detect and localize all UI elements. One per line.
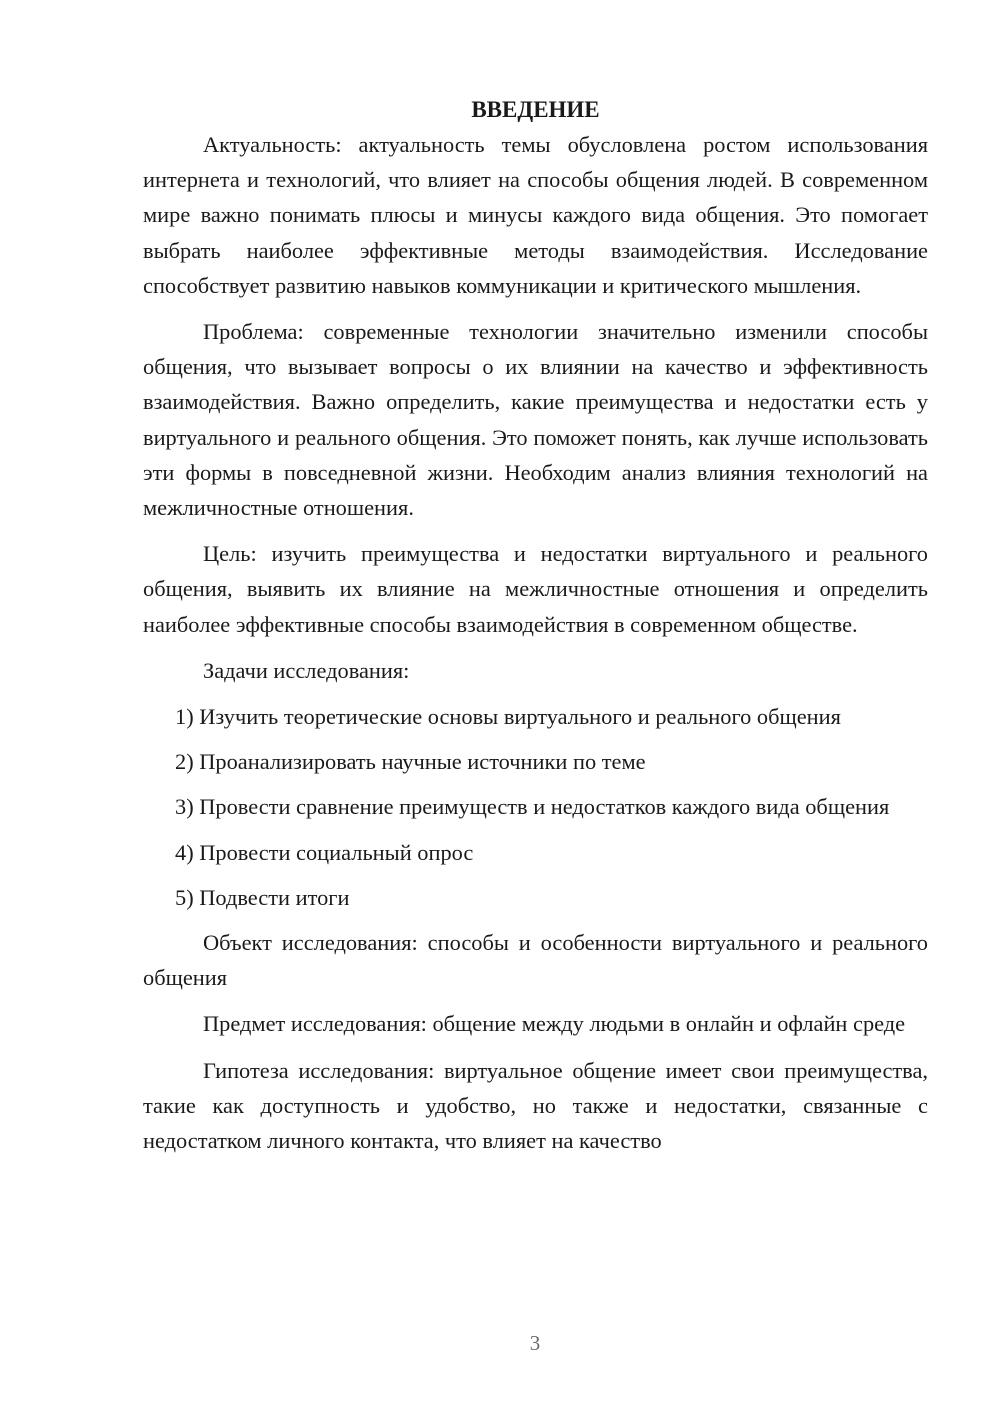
page-number: 3 <box>529 1331 541 1355</box>
paragraph-subject: Предмет исследования: общение между людьми в онлайн и офлайн среде <box>203 1011 906 1037</box>
task-item-4: 4) Провести социальный опрос <box>175 839 474 865</box>
task-item-3: 3) Провести сравнение преимуществ и недостатков каждого вида общения <box>175 794 890 820</box>
paragraph-problem: Проблема: современные технологии значительно изменили способы общения, что вызывает вопросы о их влиянии на качество и эффективность взаимодействия. Важно определить, какие преимущества и недостатки есть у виртуального и реального общения. Это поможет понять, как лучше использовать эти формы в повседневной жизни. Необходим анализ влияния технологий на межличностные отношения. <box>143 319 928 521</box>
section-title: ВВЕДЕНИЕ <box>471 97 600 122</box>
task-item-5: 5) Подвести итоги <box>175 884 350 910</box>
task-item-1: 1) Изучить теоретические основы виртуального и реального общения <box>175 704 841 730</box>
paragraph-object: Объект исследования: способы и особенности виртуального и реального общения <box>143 930 928 991</box>
paragraph-relevance: Актуальность: актуальность темы обусловлена ростом использования интернета и технологий, что влияет на способы общения людей. В современном мире важно понимать плюсы и минусы каждого вида общения. Это помогает выбрать наиболее эффективные методы взаимодействия. Исследование способствует развитию навыков коммуникации и критического мышления. <box>143 132 928 298</box>
paragraph-hypothesis: Гипотеза исследования: виртуальное общение имеет свои преимущества, такие как доступность и удобство, но также и недостатки, связанные с недостатком личного контакта, что влияет на качество <box>143 1057 928 1154</box>
paragraph-tasks-heading: Задачи исследования: <box>203 657 410 683</box>
task-item-2: 2) Проанализировать научные источники по теме <box>175 749 646 775</box>
paragraph-goal: Цель: изучить преимущества и недостатки виртуального и реального общения, выявить их влияние на межличностные отношения и определить наиболее эффективные способы взаимодействия в современном обществе. <box>143 541 928 637</box>
document-page <box>143 92 928 1169</box>
